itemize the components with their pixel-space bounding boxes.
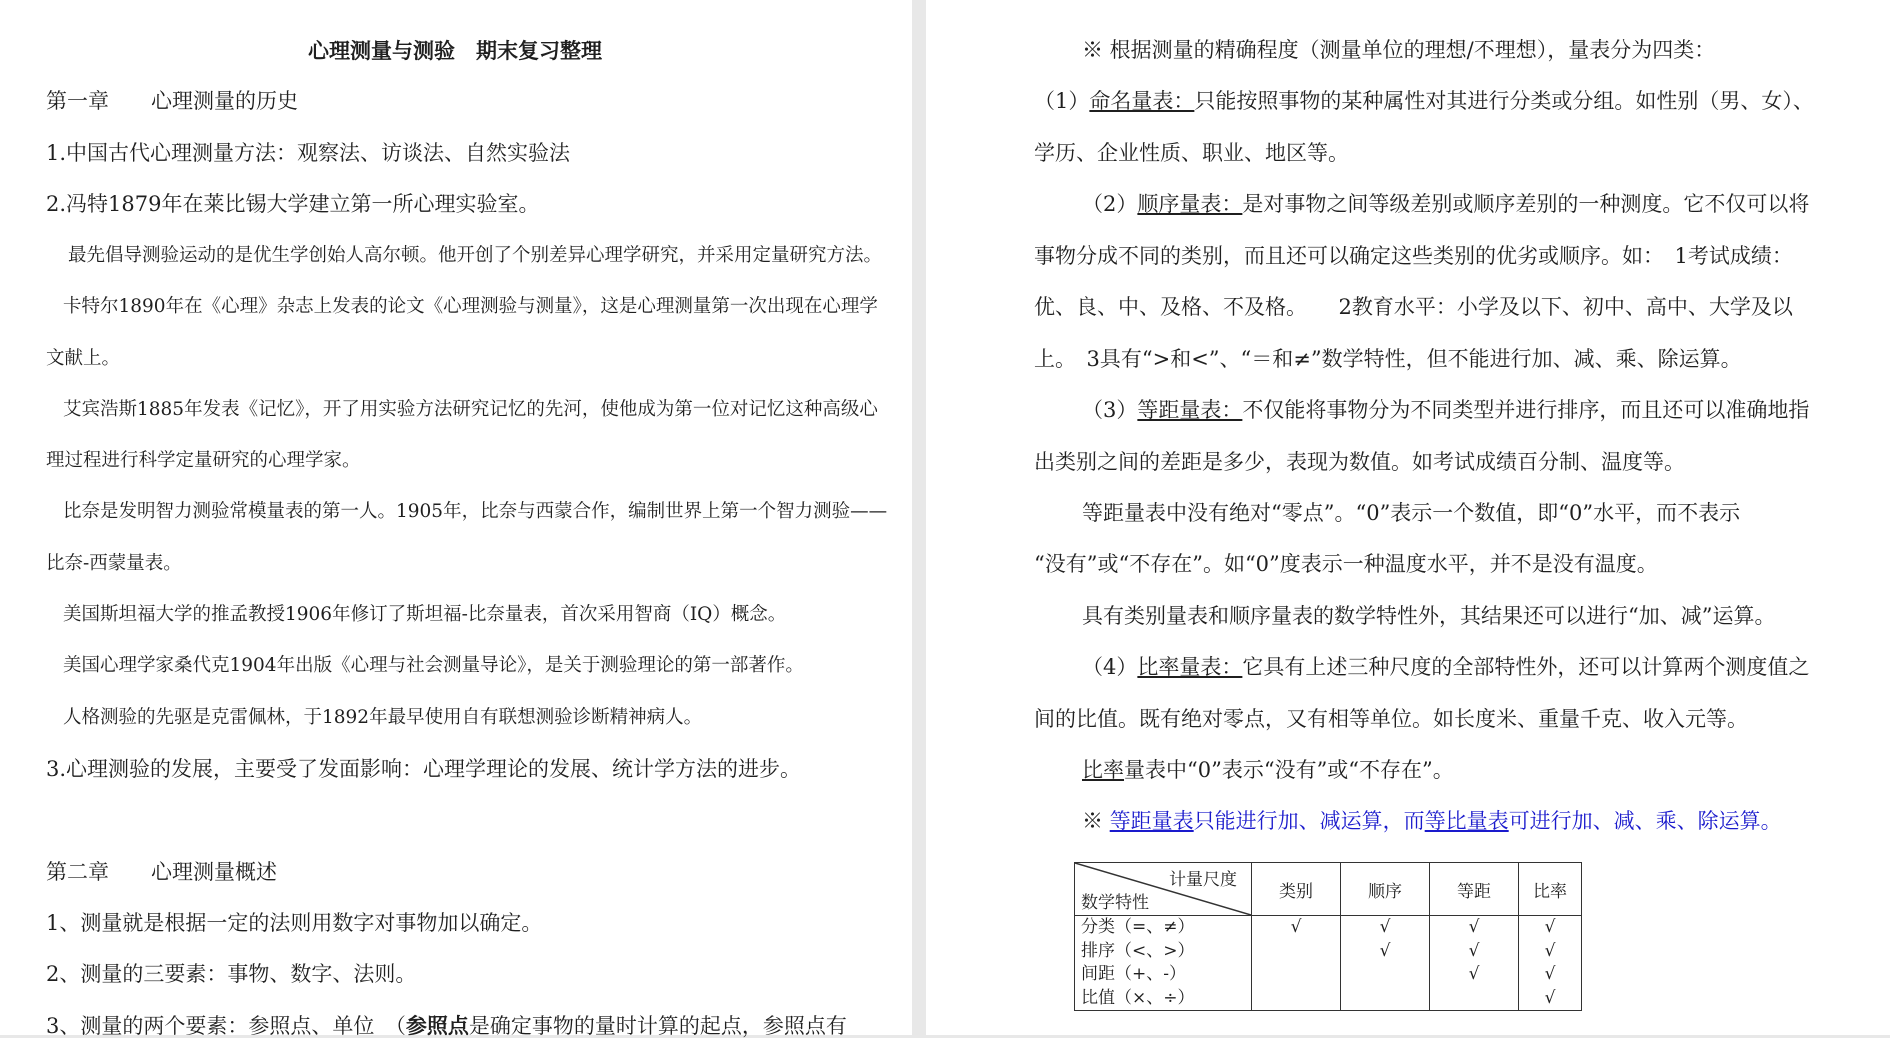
ebbinghaus-paragraph-line2: 理过程进行科学定量研究的心理学家。 [46,450,361,471]
row-label: 间距（+、-） [1081,964,1186,984]
chapter1-heading: 第一章 心理测量的历史 [46,89,298,113]
ordinal-scale-line3: 优、良、中、及格、不及格。 2教育水平：小学及以下、初中、高中、大学及以 [1034,295,1793,319]
check-mark: √ [1290,917,1302,937]
summary-note: ※ 等距量表只能进行加、减运算，而等比量表可进行加、减、乘、除运算。 [1082,809,1782,833]
cattell-paragraph-line2: 文献上。 [46,348,121,369]
row-label: 排序（<、>） [1081,940,1195,961]
column-header: 等距 [1430,863,1519,916]
column-header: 比率 [1519,863,1582,916]
ratio-scale-line2: 间的比值。既有绝对零点，又有相等单位。如长度米、重量千克、收入元等。 [1034,707,1748,731]
nominal-scale-line1: （1）命名量表：只能按照事物的某种属性对其进行分类或分组。如性别（男、女）、 [1034,89,1814,113]
column-header: 类别 [1252,863,1341,916]
ordinal-scale-line2: 事物分成不同的类别，而且还可以确定这些类别的优劣或顺序。如： 1考试成绩： [1034,244,1793,268]
table-body-row [1075,916,1582,1011]
check-mark: √ [1379,917,1391,937]
galton-paragraph: 最先倡导测验运动的是优生学创始人高尔顿。他开创了个别差异心理学研究，并采用定量研究方法。 [68,245,883,266]
category-column-cell [1252,916,1341,1011]
interval-scale-line2: 出类别之间的差距是多少，表现为数值。如考试成绩百分制、温度等。 [1034,450,1685,474]
ch2-item-2: 2、测量的三要素：事物、数字、法则。 [46,962,417,986]
ebbinghaus-paragraph-line1: 艾宾浩斯1885年发表《记忆》，开了用实验方法研究记忆的先河，使他成为第一位对记忆这种高级心 [63,399,878,420]
scale-intro: ※ 根据测量的精确程度（测量单位的理想/不理想），量表分为四类： [1082,38,1716,62]
binet-paragraph-line2: 比奈-西蒙量表。 [46,553,182,574]
check-mark: √ [1468,940,1480,961]
check-mark: √ [1544,917,1556,937]
row-label: 比值（×、÷） [1081,987,1195,1008]
chapter2-heading: 第二章 心理测量概述 [46,860,277,884]
row-label: 分类（=、≠） [1081,917,1195,937]
scale-properties-table [1074,862,1582,1011]
check-mark: √ [1544,964,1556,984]
binet-paragraph-line1: 比奈是发明智力测验常模量表的第一人。1905年，比奈与西蒙合作，编制世界上第一个智力测验—— [63,501,888,522]
table-corner-cell [1075,863,1252,916]
ch1-item-1: 1.中国古代心理测量方法：观察法、访谈法、自然实验法 [46,141,571,165]
check-mark: √ [1544,940,1556,961]
interval-operations: 具有类别量表和顺序量表的数学特性外，其结果还可以进行“加、减”运算。 [1082,604,1776,628]
interval-column-cell [1430,916,1519,1011]
check-mark: √ [1379,940,1391,961]
table-header-row [1075,863,1582,916]
interval-zero-line1: 等距量表中没有绝对“零点”。“0”表示一个数值，即“0”水平，而不表示 [1082,501,1741,525]
interval-zero-line2: “没有”或“不存在”。如“0”度表示一种温度水平，并不是没有温度。 [1034,552,1658,576]
thorndike-paragraph: 美国心理学家桑代克1904年出版《心理与社会测量导论》，是关于测验理论的第一部著作。 [63,655,804,676]
kraepelin-paragraph: 人格测验的先驱是克雷佩林，于1892年最早使用自有联想测验诊断精神病人。 [63,707,703,728]
check-mark [1430,987,1518,1011]
order-column-cell [1341,916,1430,1011]
check-mark [1252,940,1340,964]
nominal-scale-line2: 学历、企业性质、职业、地区等。 [1034,141,1349,165]
interval-scale-line1: （3）等距量表：不仅能将事物分为不同类型并进行排序，而且还可以准确地指 [1082,398,1810,422]
check-mark: √ [1468,964,1480,984]
ch1-item-3: 3.心理测验的发展，主要受了发面影响：心理学理论的发展、统计学方法的进步。 [46,757,802,781]
check-mark [1252,963,1340,987]
ordinal-scale-line4: 上。 3具有“>和<”、“＝和≠”数学特性，但不能进行加、减、乘、除运算。 [1034,347,1742,371]
ratio-zero-note: 比率量表中“0”表示“没有”或“不存在”。 [1082,758,1454,782]
check-mark [1341,987,1429,1011]
check-mark: √ [1544,987,1556,1008]
cattell-paragraph-line1: 卡特尔1890年在《心理》杂志上发表的论文《心理测验与测量》，这是心理测量第一次出现在心理学 [63,296,878,317]
check-mark: √ [1468,917,1480,937]
document-title: 心理测量与测验 期末复习整理 [308,38,602,63]
row-labels-cell [1075,916,1252,1011]
corner-top-label: 计量尺度 [1169,870,1237,890]
column-header: 顺序 [1341,863,1430,916]
terman-paragraph: 美国斯坦福大学的推孟教授1906年修订了斯坦福-比奈量表，首次采用智商（IQ）概念。 [63,604,787,625]
ratio-scale-line1: （4）比率量表：它具有上述三种尺度的全部特性外，还可以计算两个测度值之 [1082,655,1810,679]
check-mark [1341,963,1429,987]
corner-bottom-label: 数学特性 [1081,893,1149,913]
ordinal-scale-line1: （2）顺序量表：是对事物之间等级差别或顺序差别的一种测度。它不仅可以将 [1082,192,1810,216]
ch1-item-2: 2.冯特1879年在莱比锡大学建立第一所心理实验室。 [46,192,540,216]
ratio-column-cell [1519,916,1582,1011]
check-mark [1252,987,1340,1011]
ch2-item-3: 3、测量的两个要素：参照点、单位 （参照点是确定事物的量时计算的起点，参照点有 [46,1013,847,1038]
ch2-item-1: 1、测量就是根据一定的法则用数字对事物加以确定。 [46,911,543,935]
